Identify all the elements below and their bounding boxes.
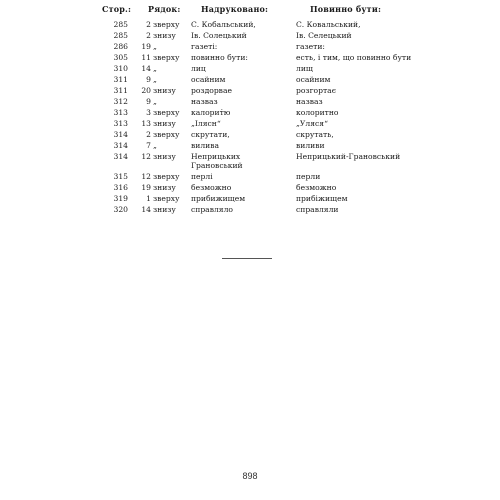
errata-row bbox=[0, 96, 500, 107]
row-page: 310 bbox=[113, 64, 128, 73]
row-should-be: Ів. Селецький bbox=[296, 31, 352, 40]
row-position: „ bbox=[153, 75, 157, 84]
row-line: 7 bbox=[146, 141, 151, 150]
row-line: 13 bbox=[141, 119, 151, 128]
errata-row bbox=[0, 140, 500, 151]
row-page: 316 bbox=[113, 183, 128, 192]
row-printed: вилива bbox=[191, 141, 220, 150]
errata-row bbox=[0, 193, 500, 204]
row-printed: осайним bbox=[191, 75, 226, 84]
row-printed: Ів. Солецький bbox=[191, 31, 247, 40]
row-page: 311 bbox=[113, 86, 128, 95]
row-line: 11 bbox=[141, 53, 151, 62]
row-line: 14 bbox=[141, 64, 151, 73]
errata-row bbox=[0, 74, 500, 85]
row-line: 20 bbox=[141, 86, 151, 95]
header-should-be: Повинно бути: bbox=[310, 4, 382, 14]
row-position: „ bbox=[153, 64, 157, 73]
row-line: 9 bbox=[146, 97, 151, 106]
row-page: 320 bbox=[113, 205, 128, 214]
row-page: 314 bbox=[113, 130, 128, 139]
errata-header bbox=[0, 4, 500, 18]
row-line: 12 bbox=[141, 152, 151, 161]
errata-row bbox=[0, 182, 500, 193]
row-should-be: прибіжищем bbox=[296, 194, 348, 203]
row-position: знизу bbox=[153, 152, 176, 161]
row-should-be: колоритно bbox=[296, 108, 339, 117]
row-position: зверху bbox=[153, 108, 180, 117]
row-printed: справляло bbox=[191, 205, 233, 214]
row-should-be: розгортає bbox=[296, 86, 336, 95]
row-position: знизу bbox=[153, 183, 176, 192]
row-page: 305 bbox=[113, 53, 128, 62]
errata-row bbox=[0, 118, 500, 129]
header-printed: Надруковано: bbox=[201, 4, 269, 14]
row-position: знизу bbox=[153, 86, 176, 95]
errata-row bbox=[0, 204, 500, 215]
row-position: зверху bbox=[153, 194, 180, 203]
row-page: 285 bbox=[113, 31, 128, 40]
errata-row bbox=[0, 19, 500, 30]
errata-table bbox=[0, 19, 500, 215]
errata-row bbox=[0, 52, 500, 63]
row-printed: назваз bbox=[191, 97, 218, 106]
row-position: „ bbox=[153, 97, 157, 106]
row-page: 319 bbox=[113, 194, 128, 203]
row-should-be: справляли bbox=[296, 205, 339, 214]
row-should-be: Неприцький-Грановський bbox=[296, 152, 401, 161]
row-line: 14 bbox=[141, 205, 151, 214]
row-printed: прибижищем bbox=[191, 194, 246, 203]
row-should-be: есть, і тим, що повинно бути bbox=[296, 53, 412, 62]
row-printed: повинно бути: bbox=[191, 53, 248, 62]
row-should-be: осайним bbox=[296, 75, 331, 84]
row-page: 311 bbox=[113, 75, 128, 84]
page-number: 898 bbox=[242, 471, 258, 481]
row-position: знизу bbox=[153, 31, 176, 40]
row-should-be: „Уляся“ bbox=[296, 119, 328, 128]
errata-row bbox=[0, 107, 500, 118]
row-printed: газеті: bbox=[191, 42, 218, 51]
row-should-be: С. Ковальський, bbox=[296, 20, 361, 29]
row-should-be: безможно bbox=[296, 183, 337, 192]
row-position: зверху bbox=[153, 172, 180, 181]
row-should-be: скрутать, bbox=[296, 130, 334, 139]
header-line: Рядок: bbox=[148, 4, 181, 14]
row-printed: скрутати, bbox=[191, 130, 230, 139]
row-position: знизу bbox=[153, 119, 176, 128]
row-line: 19 bbox=[141, 42, 151, 51]
row-line: 2 bbox=[146, 20, 151, 29]
errata-row bbox=[0, 171, 500, 182]
row-line: 1 bbox=[146, 194, 151, 203]
errata-row bbox=[0, 41, 500, 52]
row-line: 19 bbox=[141, 183, 151, 192]
row-position: зверху bbox=[153, 20, 180, 29]
row-position: зверху bbox=[153, 130, 180, 139]
row-printed: безможно bbox=[191, 183, 232, 192]
row-line: 2 bbox=[146, 130, 151, 139]
errata-row bbox=[0, 85, 500, 96]
row-printed: С. Кобальський, bbox=[191, 20, 256, 29]
row-page: 286 bbox=[113, 42, 128, 51]
errata-row bbox=[0, 129, 500, 140]
row-printed: перлі bbox=[191, 172, 213, 181]
row-page: 313 bbox=[113, 119, 128, 128]
row-line: 2 bbox=[146, 31, 151, 40]
row-line: 3 bbox=[146, 108, 151, 117]
errata-row bbox=[0, 151, 500, 171]
row-position: знизу bbox=[153, 205, 176, 214]
row-page: 314 bbox=[113, 152, 128, 161]
errata-row bbox=[0, 30, 500, 41]
row-should-be: лищ bbox=[296, 64, 313, 73]
errata-row bbox=[0, 63, 500, 74]
section-divider bbox=[222, 258, 272, 259]
row-printed: лиц bbox=[191, 64, 206, 73]
row-should-be: перли bbox=[296, 172, 321, 181]
row-printed: Неприцьких Грановський bbox=[191, 152, 243, 170]
row-page: 285 bbox=[113, 20, 128, 29]
row-page: 315 bbox=[113, 172, 128, 181]
row-position: „ bbox=[153, 141, 157, 150]
row-should-be: назваз bbox=[296, 97, 323, 106]
row-position: зверху bbox=[153, 53, 180, 62]
row-page: 313 bbox=[113, 108, 128, 117]
row-should-be: газети: bbox=[296, 42, 325, 51]
header-page: Стор.: bbox=[102, 4, 132, 14]
row-line: 12 bbox=[141, 172, 151, 181]
row-page: 312 bbox=[113, 97, 128, 106]
row-printed: роздорвае bbox=[191, 86, 232, 95]
row-should-be: виливи bbox=[296, 141, 325, 150]
row-page: 314 bbox=[113, 141, 128, 150]
row-position: „ bbox=[153, 42, 157, 51]
row-printed: калорит̇ю bbox=[191, 108, 231, 117]
row-printed: „Ілясн“ bbox=[191, 119, 221, 128]
row-line: 9 bbox=[146, 75, 151, 84]
